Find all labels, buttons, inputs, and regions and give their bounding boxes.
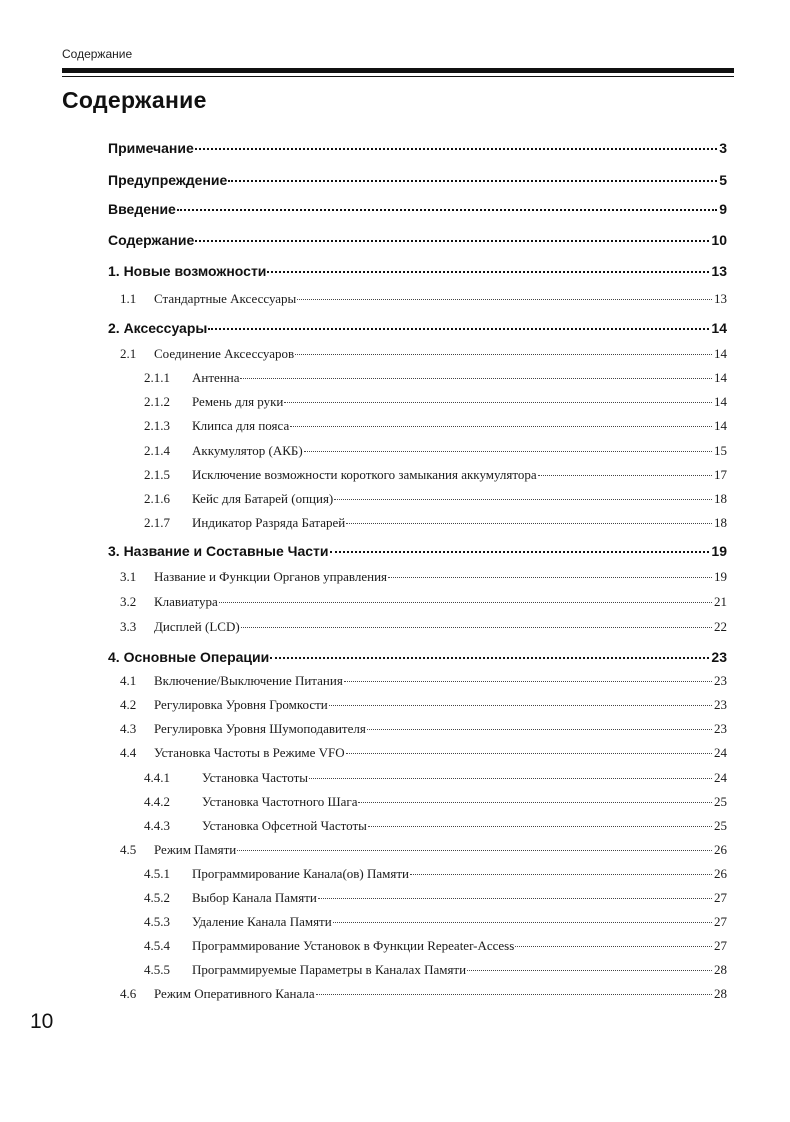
toc-entry[interactable] — [144, 394, 727, 412]
toc-entry-number: 2.1.6 — [144, 491, 170, 506]
toc-entry-page: 26 — [714, 842, 727, 857]
dot-leader — [304, 451, 712, 452]
dot-leader — [228, 180, 717, 182]
toc-entry-title: Индикатор Разряда Батарей — [192, 515, 346, 530]
toc-entry-page: 5 — [719, 172, 727, 188]
toc-entry[interactable] — [120, 745, 727, 763]
dot-leader — [318, 898, 712, 899]
toc-entry[interactable] — [144, 370, 727, 388]
toc-entry-page: 26 — [714, 866, 727, 881]
page-title: Содержание — [62, 87, 207, 113]
toc-entry-page: 27 — [714, 890, 727, 905]
toc-entry-title: 2. Аксессуары — [108, 320, 208, 336]
toc-entry[interactable] — [120, 594, 727, 612]
toc-entry[interactable] — [144, 770, 727, 788]
toc-entry-title: Режим Оперативного Канала — [154, 986, 315, 1001]
toc-entry-page: 23 — [714, 721, 727, 736]
toc-entry-number: 2.1.1 — [144, 370, 170, 385]
toc-entry-title: Стандартные Аксессуары — [154, 291, 297, 306]
toc-entry-title: Удаление Канала Памяти — [192, 914, 332, 929]
toc-entry[interactable] — [108, 201, 727, 221]
toc-entry-title: Содержание — [108, 232, 195, 248]
toc-entry-number: 4.3 — [120, 721, 137, 736]
toc-entry-title: Клавиатура — [154, 594, 218, 609]
dot-leader — [267, 271, 709, 273]
dot-leader — [329, 705, 712, 706]
dot-leader — [290, 426, 712, 427]
toc-entry[interactable] — [108, 320, 727, 340]
toc-entry-number: 4.5.1 — [144, 866, 170, 881]
toc-entry-page: 19 — [711, 543, 727, 559]
toc-entry-number: 3.3 — [120, 619, 137, 634]
toc-entry-number: 2.1.7 — [144, 515, 170, 530]
toc-entry-title: Название и Функции Органов управления — [154, 569, 388, 584]
toc-entry-title: Установка Офсетной Частоты — [202, 818, 367, 833]
dot-leader — [346, 523, 712, 524]
toc-entry[interactable] — [144, 443, 727, 461]
toc-entry-title: Включение/Выключение Питания — [154, 673, 343, 688]
dot-leader — [195, 240, 709, 242]
toc-entry-title: Соединение Аксессуаров — [154, 346, 295, 361]
toc-entry-page: 28 — [714, 962, 727, 977]
toc-entry-page: 10 — [711, 232, 727, 248]
toc-entry-page: 18 — [714, 491, 727, 506]
dot-leader — [538, 475, 712, 476]
toc-entry-title: Режим Памяти — [154, 842, 237, 857]
toc-entry[interactable] — [120, 697, 727, 715]
toc-entry-number: 2.1.4 — [144, 443, 170, 458]
toc-entry-title: Выбор Канала Памяти — [192, 890, 317, 905]
toc-entry-number: 4.4.1 — [144, 770, 170, 785]
toc-entry[interactable] — [144, 866, 727, 884]
toc-entry-page: 24 — [714, 745, 727, 760]
toc-entry-number: 4.5.3 — [144, 914, 170, 929]
toc-entry-page: 18 — [714, 515, 727, 530]
toc-entry[interactable] — [144, 938, 727, 956]
toc-entry-number: 4.4 — [120, 745, 137, 760]
toc-entry[interactable] — [120, 291, 727, 309]
toc-entry-page: 13 — [711, 263, 727, 279]
toc-entry-number: 4.4.2 — [144, 794, 170, 809]
toc-entry-number: 1.1 — [120, 291, 137, 306]
toc-entry-page: 14 — [714, 346, 727, 361]
dot-leader — [297, 299, 712, 300]
toc-entry-title: Примечание — [108, 140, 194, 156]
dot-leader — [208, 328, 709, 330]
toc-entry-title: Программирование Установок в Функции Repeater-Access — [192, 938, 515, 953]
toc-entry-number: 2.1.5 — [144, 467, 170, 482]
toc-entry-page: 23 — [714, 673, 727, 688]
dot-leader — [330, 551, 710, 553]
toc-entry-title: 3. Название и Составные Части — [108, 543, 329, 559]
dot-leader — [295, 354, 712, 355]
toc-entry-number: 2.1.2 — [144, 394, 170, 409]
toc-entry-page: 17 — [714, 467, 727, 482]
dot-leader — [346, 753, 712, 754]
dot-leader — [284, 402, 712, 403]
toc-entry-page: 28 — [714, 986, 727, 1001]
toc-entry-page: 3 — [719, 140, 727, 156]
toc-entry-title: Ремень для руки — [192, 394, 284, 409]
toc-entry-title: Антенна — [192, 370, 240, 385]
toc-entry-title: Клипса для пояса — [192, 418, 290, 433]
toc-entry[interactable] — [120, 986, 727, 1004]
toc-entry-number: 4.5.5 — [144, 962, 170, 977]
toc-entry-page: 25 — [714, 818, 727, 833]
toc-entry-page: 14 — [714, 394, 727, 409]
toc-entry-number: 4.5 — [120, 842, 137, 857]
toc-entry-title: Предупреждение — [108, 172, 228, 188]
toc-entry-title: Регулировка Уровня Шумоподавителя — [154, 721, 366, 736]
dot-leader — [467, 970, 712, 971]
toc-entry[interactable] — [120, 842, 727, 860]
toc-entry-page: 23 — [714, 697, 727, 712]
toc-entry-title: Введение — [108, 201, 176, 217]
toc-entry[interactable] — [144, 467, 727, 485]
toc-entry-page: 24 — [714, 770, 727, 785]
toc-entry-title: Установка Частоты — [202, 770, 308, 785]
dot-leader — [515, 946, 712, 947]
toc-entry-page: 27 — [714, 914, 727, 929]
dot-leader — [410, 874, 712, 875]
toc-entry[interactable] — [108, 172, 727, 192]
toc-entry-number: 3.2 — [120, 594, 137, 609]
toc-entry-number: 2.1.3 — [144, 418, 170, 433]
toc-entry-number: 4.5.2 — [144, 890, 170, 905]
toc-entry[interactable] — [108, 140, 727, 160]
toc-entry-page: 14 — [711, 320, 727, 336]
toc-entry[interactable] — [144, 914, 727, 932]
dot-leader — [388, 577, 712, 578]
toc-entry-page: 13 — [714, 291, 727, 306]
toc-entry[interactable] — [108, 543, 727, 563]
dot-leader — [316, 994, 712, 995]
dot-leader — [240, 378, 712, 379]
toc-entry-page: 21 — [714, 594, 727, 609]
toc-entry-title: Программирование Канала(ов) Памяти — [192, 866, 409, 881]
toc-entry-title: 4. Основные Операции — [108, 649, 270, 665]
page-number: 10 — [30, 1010, 54, 1033]
dot-leader — [219, 602, 712, 603]
toc-entry-number: 4.1 — [120, 673, 137, 688]
toc-entry-title: 1. Новые возможности — [108, 263, 267, 279]
dot-leader — [237, 850, 712, 851]
toc-entry[interactable] — [120, 346, 727, 364]
toc-entry[interactable] — [144, 418, 727, 436]
toc-entry-title: Исключение возможности короткого замыкания аккумулятора — [192, 467, 537, 482]
toc-entry-number: 4.5.4 — [144, 938, 170, 953]
toc-entry-number: 4.4.3 — [144, 818, 170, 833]
toc-entry-page: 9 — [719, 201, 727, 217]
toc-entry-title: Регулировка Уровня Громкости — [154, 697, 328, 712]
toc-entry-page: 22 — [714, 619, 727, 634]
toc-entry-page: 14 — [714, 418, 727, 433]
dot-leader — [334, 499, 712, 500]
dot-leader — [270, 657, 709, 659]
dot-leader — [177, 209, 717, 211]
toc-entry[interactable] — [108, 232, 727, 252]
toc-entry-title: Установка Частоты в Режиме VFO — [154, 745, 345, 760]
toc-entry[interactable] — [108, 649, 727, 669]
dot-leader — [309, 778, 712, 779]
toc-entry[interactable] — [120, 619, 727, 637]
toc-entry-number: 4.6 — [120, 986, 137, 1001]
toc-entry[interactable] — [144, 515, 727, 533]
dot-leader — [367, 729, 712, 730]
toc-entry[interactable] — [120, 721, 727, 739]
toc-entry-number: 4.2 — [120, 697, 137, 712]
toc-entry[interactable] — [144, 890, 727, 908]
toc-entry-title: Программируемые Параметры в Каналах Памяти — [192, 962, 467, 977]
dot-leader — [195, 148, 717, 150]
dot-leader — [241, 627, 712, 628]
toc-entry-title: Дисплей (LCD) — [154, 619, 240, 634]
toc-entry[interactable] — [120, 569, 727, 587]
toc-entry-page: 27 — [714, 938, 727, 953]
toc-entry-page: 15 — [714, 443, 727, 458]
toc-entry-page: 19 — [714, 569, 727, 584]
toc-entry-page: 23 — [711, 649, 727, 665]
dot-leader — [333, 922, 712, 923]
toc-entry-title: Аккумулятор (АКБ) — [192, 443, 303, 458]
toc-entry[interactable] — [144, 962, 727, 980]
running-header: Содержание — [62, 47, 133, 61]
dot-leader — [358, 802, 712, 803]
toc-entry[interactable] — [108, 263, 727, 283]
toc-entry[interactable] — [120, 673, 727, 691]
dot-leader — [368, 826, 712, 827]
toc-entry[interactable] — [144, 491, 727, 509]
toc-entry-title: Кейс для Батарей (опция) — [192, 491, 334, 506]
toc-entry-page: 14 — [714, 370, 727, 385]
toc-entry[interactable] — [144, 794, 727, 812]
toc-entry-page: 25 — [714, 794, 727, 809]
toc-entry[interactable] — [144, 818, 727, 836]
toc-entry-title: Установка Частотного Шага — [202, 794, 358, 809]
toc-entry-number: 3.1 — [120, 569, 137, 584]
toc-entry-number: 2.1 — [120, 346, 137, 361]
dot-leader — [344, 681, 712, 682]
